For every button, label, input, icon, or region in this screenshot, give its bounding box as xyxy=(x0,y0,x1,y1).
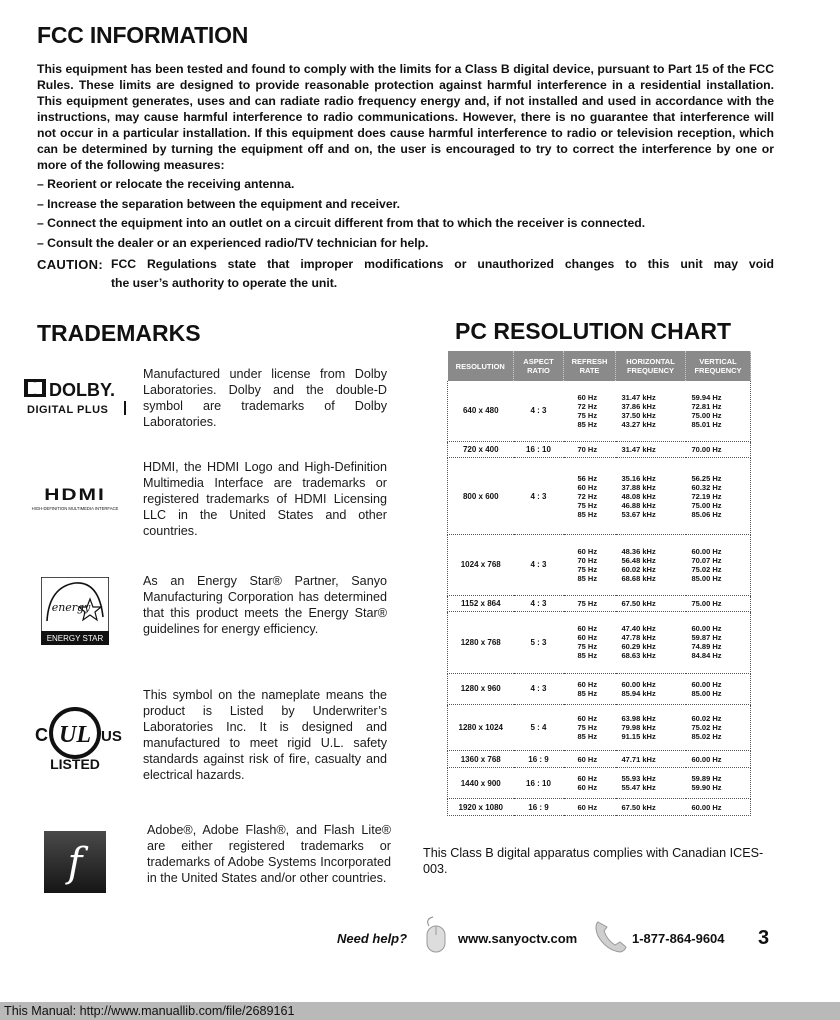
vfreq-value: 60.00 Hz xyxy=(691,802,722,812)
cell-resolution: 1360 x 768 xyxy=(448,751,514,768)
refresh-value: 75 Hz xyxy=(577,500,598,510)
header-resolution: RESOLUTION xyxy=(448,351,514,381)
refresh-value: 72 Hz xyxy=(577,401,598,411)
phone-icon xyxy=(592,918,628,954)
trademark-item-hdmi xyxy=(20,459,390,549)
energy-star-trademark-text: As an Energy Star® Partner, Sanyo Manufacturing Corporation has determined that this product meets the Energy Star® guidelines for energy efficiency. xyxy=(143,574,387,636)
header-horizontal-frequency: HORIZONTAL FREQUENCY xyxy=(616,351,686,381)
hfreq-value: 68.63 kHz xyxy=(621,651,656,661)
header-aspect-ratio: ASPECT RATIO xyxy=(514,351,564,381)
fcc-title: FCC INFORMATION xyxy=(37,22,249,48)
refresh-value: 60 Hz xyxy=(577,714,598,724)
cell-refresh xyxy=(564,595,616,612)
vfreq-value: 75.00 Hz xyxy=(691,500,722,510)
cell-resolution: 1440 x 900 xyxy=(448,767,514,798)
hfreq-value: 67.50 kHz xyxy=(621,802,656,812)
caution-notice xyxy=(37,255,774,293)
cell-hfreq xyxy=(616,458,686,534)
cell-refresh xyxy=(564,381,616,441)
refresh-value: 60 Hz xyxy=(577,624,598,634)
cell-hfreq xyxy=(616,673,686,704)
hfreq-value: 53.67 kHz xyxy=(621,509,656,519)
cell-refresh xyxy=(564,705,616,751)
hfreq-value: 35.16 kHz xyxy=(621,473,656,483)
ul-trademark-text: This symbol on the nameplate means the product is Listed by Underwriter’s Laboratories Inc. It is designed and manufactured to meet rigid U.L. safety standards against risk of fire, casualty and electrical hazards. xyxy=(143,688,387,782)
source-url-text[interactable]: This Manual: http://www.manuallib.com/file/2689161 xyxy=(4,1004,295,1018)
vfreq-value: 85.00 Hz xyxy=(691,688,722,698)
cell-aspect-ratio: 4 : 3 xyxy=(514,458,564,534)
hfreq-value: 37.88 kHz xyxy=(621,482,656,492)
page-number: 3 xyxy=(758,927,770,949)
cell-hfreq xyxy=(616,705,686,751)
hfreq-value: 47.71 kHz xyxy=(621,754,656,764)
energy-star-logo xyxy=(20,577,130,645)
dolby-digital-plus-logo xyxy=(20,376,130,418)
hfreq-value: 46.88 kHz xyxy=(621,500,656,510)
refresh-value: 60 Hz xyxy=(577,754,598,764)
table-row xyxy=(448,458,751,534)
adobe-trademark-text: Adobe®, Adobe Flash®, and Flash Lite® are either registered trademarks or trademarks of Adobe Systems Incorporated in the United States and/or other countries. xyxy=(147,823,391,885)
refresh-value: 85 Hz xyxy=(577,688,598,698)
hfreq-value: 55.93 kHz xyxy=(621,774,656,784)
list-item: – Reorient or relocate the receiving antenna. xyxy=(37,177,295,191)
vfreq-value: 75.02 Hz xyxy=(691,723,722,733)
cell-vfreq xyxy=(686,751,751,768)
energy-script-text: energy xyxy=(51,601,91,614)
cell-aspect-ratio: 5 : 3 xyxy=(514,612,564,673)
hfreq-value: 31.47 kHz xyxy=(621,392,656,402)
cell-aspect-ratio: 4 : 3 xyxy=(514,381,564,441)
vfreq-value: 72.81 Hz xyxy=(691,401,722,411)
hfreq-value: 37.50 kHz xyxy=(621,410,656,420)
vfreq-value: 85.01 Hz xyxy=(691,419,722,429)
cell-resolution: 1280 x 960 xyxy=(448,673,514,704)
trademarks-title: TRADEMARKS xyxy=(37,320,201,346)
cell-hfreq xyxy=(616,534,686,595)
vfreq-value: 74.89 Hz xyxy=(691,642,722,652)
header-refresh-rate: REFRESH RATE xyxy=(564,351,616,381)
ul-listed-logo xyxy=(20,695,130,771)
table-row xyxy=(448,534,751,595)
cell-refresh xyxy=(564,458,616,534)
cell-vfreq xyxy=(686,612,751,673)
list-item: – Increase the separation between the equipment and receiver. xyxy=(37,196,401,211)
header-vertical-frequency: VERTICAL FREQUENCY xyxy=(686,351,751,381)
cell-hfreq xyxy=(616,751,686,768)
cell-vfreq xyxy=(686,673,751,704)
cell-aspect-ratio: 16 : 9 xyxy=(514,799,564,816)
cell-refresh xyxy=(564,441,616,458)
need-help-label: Need help? xyxy=(337,931,408,946)
hfreq-value: 43.27 kHz xyxy=(621,419,656,429)
cell-refresh xyxy=(564,799,616,816)
refresh-value: 75 Hz xyxy=(577,642,598,652)
cell-resolution: 1280 x 1024 xyxy=(448,705,514,751)
table-row xyxy=(448,767,751,798)
pc-resolution-chart-title: PC RESOLUTION CHART xyxy=(455,318,731,344)
hdmi-trademark-text: HDMI, the HDMI Logo and High-Definition Multimedia Interface are trademarks or registered trademarks of HDMI Licensing LLC in the United States and other countries. xyxy=(143,460,387,538)
hfreq-value: 56.48 kHz xyxy=(621,555,656,565)
cell-refresh xyxy=(564,751,616,768)
hfreq-value: 47.78 kHz xyxy=(621,633,656,643)
vfreq-value: 75.00 Hz xyxy=(691,410,722,420)
trademark-item-adobe xyxy=(20,820,390,906)
hfreq-value: 60.02 kHz xyxy=(621,564,656,574)
vfreq-value: 60.32 Hz xyxy=(691,482,722,492)
hdmi-logo-text: HDMI xyxy=(44,485,106,505)
cell-hfreq xyxy=(616,799,686,816)
cell-resolution: 800 x 600 xyxy=(448,458,514,534)
list-item: – Connect the equipment into an outlet on a circuit different from that to which the receiver is connected. xyxy=(37,216,646,230)
hfreq-value: 60.00 kHz xyxy=(621,679,656,689)
hfreq-value: 60.29 kHz xyxy=(621,642,656,652)
table-header-row xyxy=(448,351,751,381)
refresh-value: 85 Hz xyxy=(577,419,598,429)
cell-aspect-ratio: 4 : 3 xyxy=(514,534,564,595)
vfreq-value: 70.00 Hz xyxy=(691,445,722,455)
cell-aspect-ratio: 4 : 3 xyxy=(514,595,564,612)
cell-aspect-ratio: 16 : 10 xyxy=(514,767,564,798)
vfreq-value: 59.90 Hz xyxy=(691,783,722,793)
cell-resolution: 640 x 480 xyxy=(448,381,514,441)
dolby-logo-text: DOLBY. xyxy=(49,380,116,400)
refresh-value: 60 Hz xyxy=(577,802,598,812)
table-row xyxy=(448,751,751,768)
refresh-value: 72 Hz xyxy=(577,491,598,501)
fcc-measures-list xyxy=(37,176,774,254)
vfreq-value: 59.94 Hz xyxy=(691,392,722,402)
vfreq-value: 85.00 Hz xyxy=(691,573,722,583)
digital-plus-text: DIGITAL PLUS xyxy=(27,404,109,416)
refresh-value: 60 Hz xyxy=(577,546,598,556)
support-phone[interactable]: 1-877-864-9604 xyxy=(632,931,725,946)
refresh-value: 70 Hz xyxy=(577,445,598,455)
table-row xyxy=(448,595,751,612)
hfreq-value: 68.68 kHz xyxy=(621,573,656,583)
list-item: – Consult the dealer or an experienced radio/TV technician for help. xyxy=(37,235,429,250)
cell-hfreq xyxy=(616,612,686,673)
refresh-value: 75 Hz xyxy=(577,723,598,733)
trademark-item-dolby xyxy=(20,364,390,434)
cell-vfreq xyxy=(686,705,751,751)
hfreq-value: 47.40 kHz xyxy=(621,624,656,634)
trademark-item-ul xyxy=(20,687,390,787)
refresh-value: 56 Hz xyxy=(577,473,598,483)
vfreq-value: 75.02 Hz xyxy=(691,564,722,574)
adobe-flash-logo xyxy=(20,830,130,894)
refresh-value: 85 Hz xyxy=(577,732,598,742)
refresh-value: 60 Hz xyxy=(577,783,598,793)
caution-label: CAUTION: xyxy=(37,257,103,272)
table-row xyxy=(448,705,751,751)
refresh-value: 75 Hz xyxy=(577,410,598,420)
hfreq-value: 48.36 kHz xyxy=(621,546,656,556)
cell-vfreq xyxy=(686,441,751,458)
caution-line-1: FCC Regulations state that improper modifications or unauthorized changes to this unit may void xyxy=(111,257,774,271)
cell-hfreq xyxy=(616,595,686,612)
ices-compliance-note: This Class B digital apparatus complies with Canadian ICES-003. xyxy=(423,846,764,876)
trademark-item-energy-star xyxy=(20,573,390,663)
cell-vfreq xyxy=(686,799,751,816)
vfreq-value: 84.84 Hz xyxy=(691,651,722,661)
ul-logo-text: UL xyxy=(59,722,91,748)
cell-resolution: 720 x 400 xyxy=(448,441,514,458)
cell-resolution: 1024 x 768 xyxy=(448,534,514,595)
cell-hfreq xyxy=(616,441,686,458)
table-row xyxy=(448,441,751,458)
vfreq-value: 70.07 Hz xyxy=(691,555,722,565)
refresh-value: 85 Hz xyxy=(577,651,598,661)
cell-aspect-ratio: 16 : 10 xyxy=(514,441,564,458)
svg-text:C: C xyxy=(35,725,48,745)
hfreq-value: 31.47 kHz xyxy=(621,445,656,455)
cell-resolution: 1280 x 768 xyxy=(448,612,514,673)
cell-refresh xyxy=(564,673,616,704)
vfreq-value: 60.00 Hz xyxy=(691,546,722,556)
cell-refresh xyxy=(564,534,616,595)
vfreq-value: 60.00 Hz xyxy=(691,624,722,634)
vfreq-value: 85.02 Hz xyxy=(691,732,722,742)
cell-aspect-ratio: 16 : 9 xyxy=(514,751,564,768)
table-row xyxy=(448,799,751,816)
hfreq-value: 79.98 kHz xyxy=(621,723,656,733)
cell-vfreq xyxy=(686,381,751,441)
vfreq-value: 72.19 Hz xyxy=(691,491,722,501)
cell-hfreq xyxy=(616,381,686,441)
cell-hfreq xyxy=(616,767,686,798)
svg-text:US: US xyxy=(101,728,122,745)
ul-listed-text: LISTED xyxy=(50,756,100,771)
cell-aspect-ratio: 5 : 4 xyxy=(514,705,564,751)
hfreq-value: 85.94 kHz xyxy=(621,688,656,698)
flash-logo-glyph: f xyxy=(67,840,83,886)
vfreq-value: 60.02 Hz xyxy=(691,714,722,724)
hfreq-value: 91.15 kHz xyxy=(621,732,656,742)
refresh-value: 60 Hz xyxy=(577,633,598,643)
cell-resolution: 1152 x 864 xyxy=(448,595,514,612)
bottom-source-bar xyxy=(0,1002,840,1020)
vfreq-value: 60.00 Hz xyxy=(691,754,722,764)
cell-vfreq xyxy=(686,767,751,798)
vfreq-value: 60.00 Hz xyxy=(691,679,722,689)
refresh-value: 85 Hz xyxy=(577,509,598,519)
vfreq-value: 75.00 Hz xyxy=(691,599,722,609)
refresh-value: 75 Hz xyxy=(577,599,598,609)
refresh-value: 60 Hz xyxy=(577,679,598,689)
table-row xyxy=(448,673,751,704)
hfreq-value: 37.86 kHz xyxy=(621,401,656,411)
table-row xyxy=(448,612,751,673)
refresh-value: 85 Hz xyxy=(577,573,598,583)
vfreq-value: 59.87 Hz xyxy=(691,633,722,643)
refresh-value: 60 Hz xyxy=(577,482,598,492)
energy-star-text: ENERGY STAR xyxy=(46,634,104,643)
vfreq-value: 59.89 Hz xyxy=(691,774,722,784)
vfreq-value: 56.25 Hz xyxy=(691,473,722,483)
refresh-value: 60 Hz xyxy=(577,392,598,402)
table-body xyxy=(448,381,751,816)
hfreq-value: 67.50 kHz xyxy=(621,599,656,609)
caution-line-2: the user’s authority to operate the unit. xyxy=(111,276,338,290)
support-url[interactable]: www.sanyoctv.com xyxy=(458,931,578,946)
hdmi-subtitle-text: HIGH-DEFINITION MULTIMEDIA INTERFACE xyxy=(31,506,119,511)
refresh-value: 60 Hz xyxy=(577,774,598,784)
cell-refresh xyxy=(564,767,616,798)
cell-vfreq xyxy=(686,534,751,595)
dolby-trademark-text: Manufactured under license from Dolby Laboratories. Dolby and the double-D symbol are trademarks of Dolby Laboratories. xyxy=(143,367,387,429)
refresh-value: 70 Hz xyxy=(577,555,598,565)
hfreq-value: 63.98 kHz xyxy=(621,714,656,724)
hdmi-logo xyxy=(20,481,130,515)
pc-resolution-table xyxy=(447,351,750,816)
cell-vfreq xyxy=(686,458,751,534)
fcc-body-paragraph: This equipment has been tested and found to comply with the limits for a Class B digital device, pursuant to Part 15 of the FCC Rules. These limits are designed to provide reasonable protection against harmful interference in a residential installation. This equipment generates, uses and can radiate radio frequency energy and, if not installed and used in accordance with the instructions, may cause harmful interference to radio communications. However, there is no guarantee that interference will not occur in a particular installation. If this equipment does cause harmful interference to radio or television reception, which can be determined by turning the equipment off and on, the user is encouraged to try to correct the interference by one or more of the following measures: xyxy=(37,62,774,172)
cell-resolution: 1920 x 1080 xyxy=(448,799,514,816)
cell-aspect-ratio: 4 : 3 xyxy=(514,673,564,704)
hfreq-value: 55.47 kHz xyxy=(621,783,656,793)
refresh-value: 75 Hz xyxy=(577,564,598,574)
cell-refresh xyxy=(564,612,616,673)
hfreq-value: 48.08 kHz xyxy=(621,491,656,501)
vfreq-value: 85.06 Hz xyxy=(691,509,722,519)
mouse-icon xyxy=(415,914,455,954)
cell-vfreq xyxy=(686,595,751,612)
table-row xyxy=(448,381,751,441)
